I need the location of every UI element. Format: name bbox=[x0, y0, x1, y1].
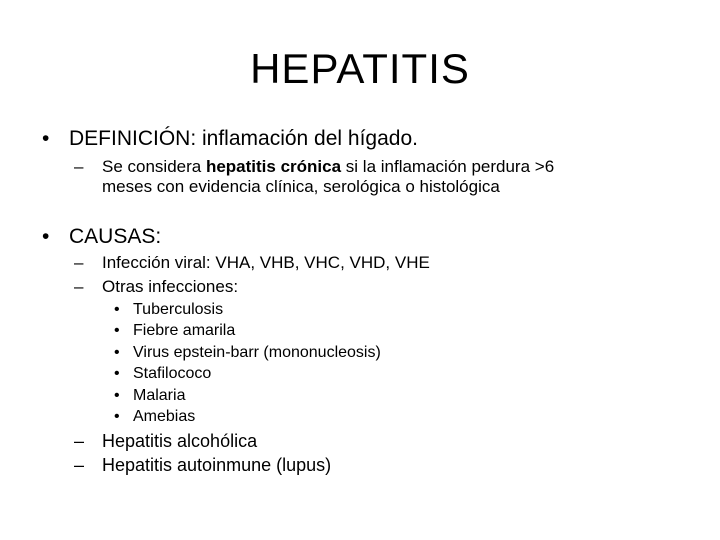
item-text: Infección viral: VHA, VHB, VHC, VHD, VHE bbox=[102, 253, 430, 272]
dash-mark: – bbox=[74, 157, 84, 176]
bullet-mark: • bbox=[114, 344, 120, 361]
bullet-mark: • bbox=[42, 225, 50, 248]
bullet-mark: • bbox=[114, 408, 120, 425]
bullet-mark: • bbox=[42, 127, 50, 150]
slide-title: HEPATITIS bbox=[250, 45, 470, 92]
item-text: Malaria bbox=[133, 387, 186, 404]
sub-hepatitis-cronica-line1 bbox=[102, 157, 554, 177]
item-text: Virus epstein-barr (mononucleosis) bbox=[133, 344, 381, 361]
item-text: Amebias bbox=[133, 408, 196, 425]
item-text: Stafilococo bbox=[133, 365, 212, 382]
text-before: Se considera bbox=[102, 157, 206, 176]
bullet-mark: • bbox=[114, 387, 120, 404]
item-text: Fiebre amarila bbox=[133, 322, 236, 339]
bullet-mark: • bbox=[114, 365, 120, 382]
item-text: Tuberculosis bbox=[133, 301, 224, 318]
text-after: si la inflamación perdura >6 bbox=[341, 157, 555, 176]
definicion-text: DEFINICIÓN: inflamación del hígado. bbox=[69, 127, 418, 150]
dash-mark: – bbox=[74, 277, 84, 296]
bullet-mark: • bbox=[114, 301, 120, 318]
bullet-mark: • bbox=[114, 322, 120, 339]
dash-mark: – bbox=[74, 253, 84, 272]
sub-hepatitis-cronica-line2: meses con evidencia clínica, serológica o histológica bbox=[102, 177, 500, 196]
item-text: Hepatitis alcohólica bbox=[102, 431, 258, 451]
dash-mark: – bbox=[74, 431, 85, 451]
item-text: Otras infecciones: bbox=[102, 277, 239, 296]
dash-mark: – bbox=[74, 455, 85, 475]
causas-text: CAUSAS: bbox=[69, 225, 162, 248]
item-text: Hepatitis autoinmune (lupus) bbox=[102, 455, 332, 475]
text-bold: hepatitis crónica bbox=[205, 157, 342, 176]
